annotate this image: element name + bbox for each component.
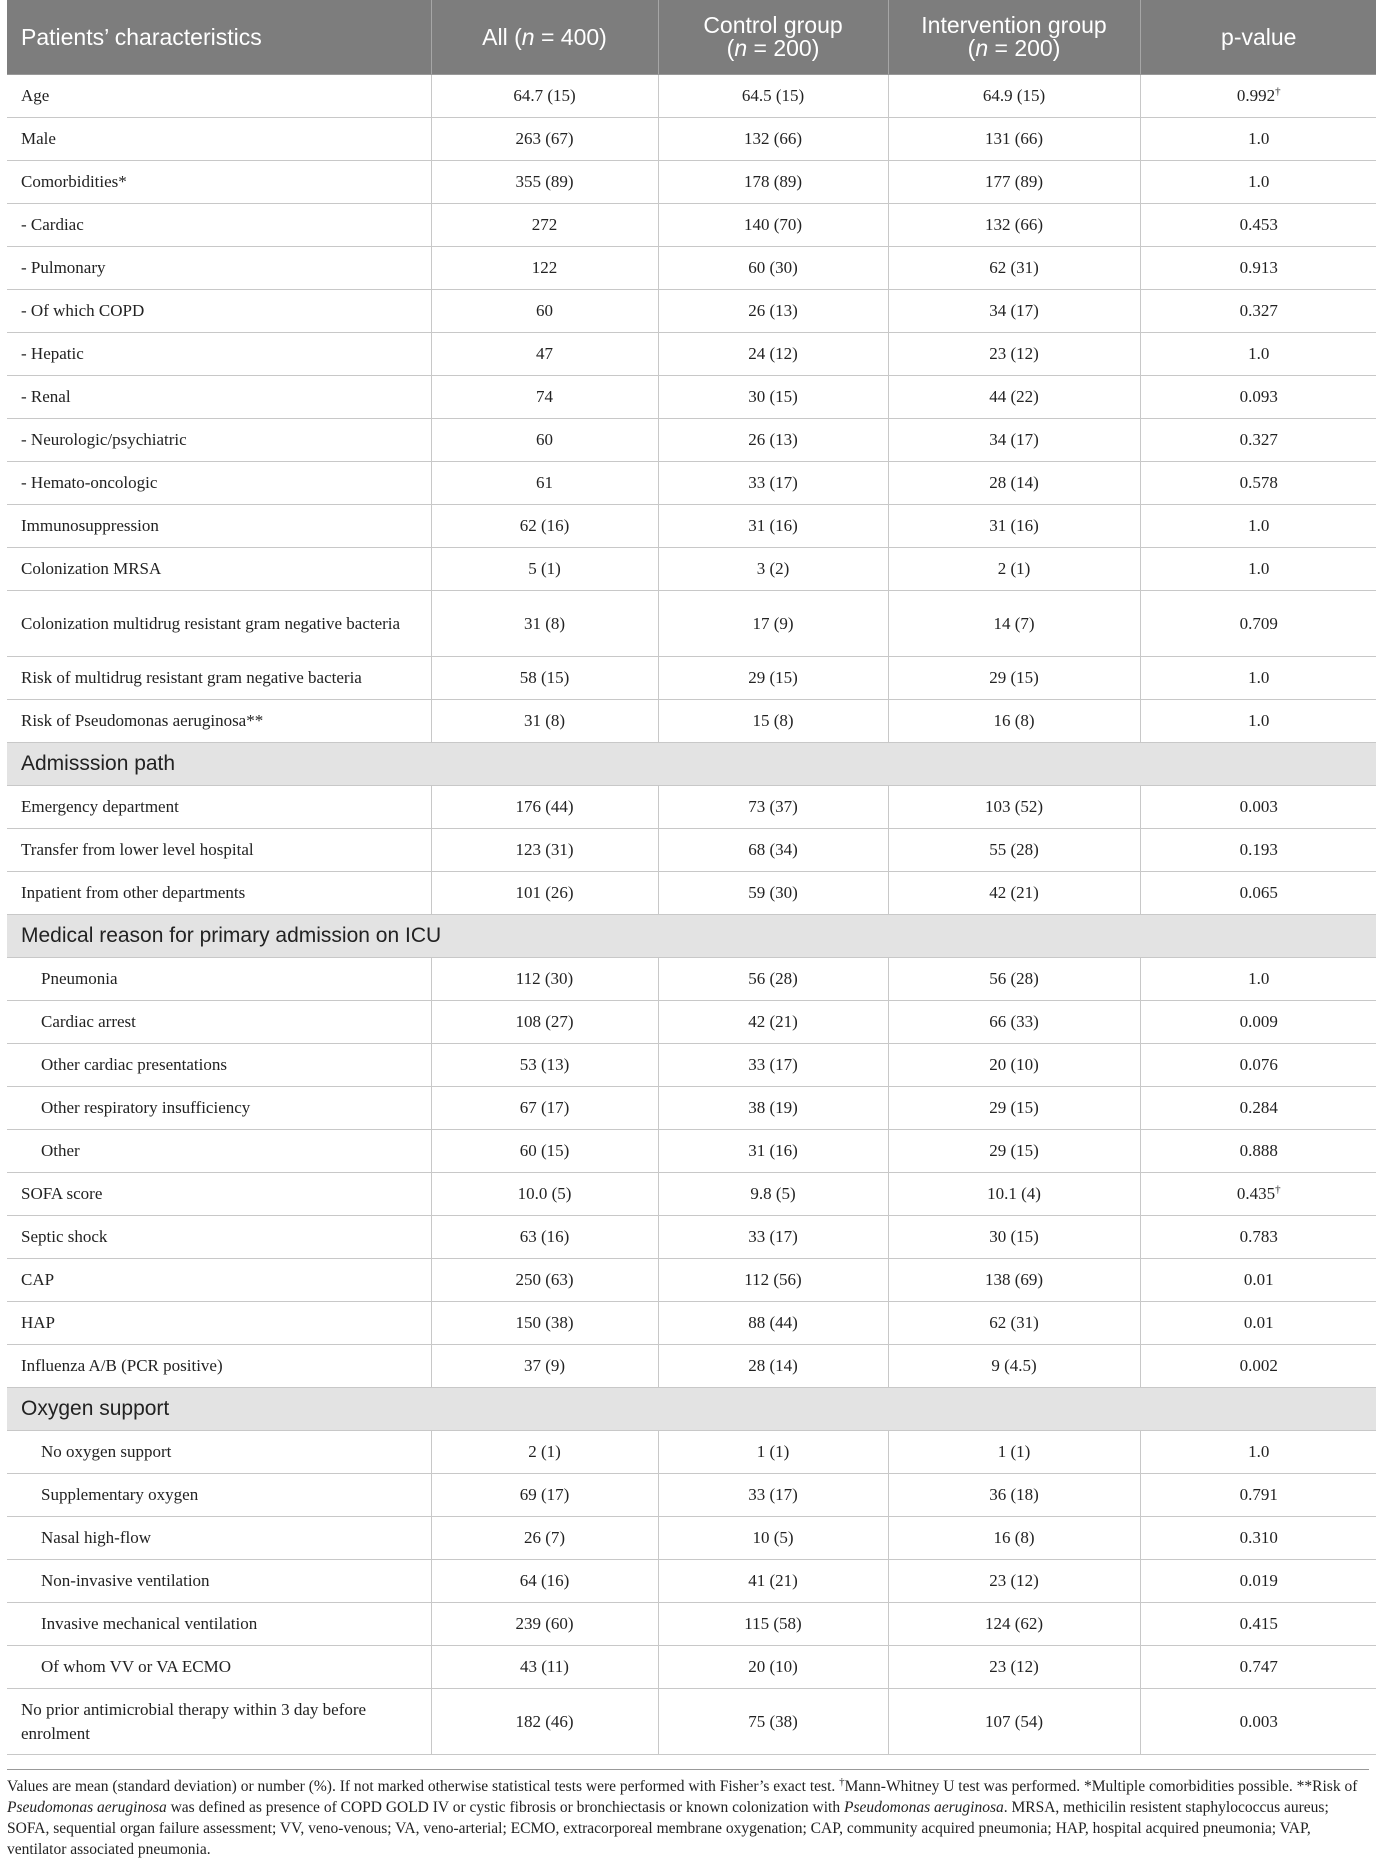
header-intervention-n: n xyxy=(975,35,989,61)
footnote-italic-1: Pseudomonas aeruginosa xyxy=(7,1799,167,1816)
cell-p-value: 1.0 xyxy=(1140,333,1376,376)
cell-p-value: 0.578 xyxy=(1140,462,1376,505)
table-row xyxy=(7,1517,1376,1560)
dagger-mark: † xyxy=(1275,1183,1281,1196)
cell-all: 37 (9) xyxy=(431,1345,658,1388)
cell-control: 73 (37) xyxy=(658,786,888,829)
cell-all: 355 (89) xyxy=(431,161,658,204)
table-row xyxy=(7,548,1376,591)
header-intervention-prefix: ( xyxy=(967,35,976,61)
table-row xyxy=(7,1001,1376,1044)
dagger-mark: † xyxy=(1275,85,1281,98)
row-label: Risk of Pseudomonas aeruginosa** xyxy=(7,700,431,743)
cell-control: 20 (10) xyxy=(658,1646,888,1689)
cell-p-value: 0.888 xyxy=(1140,1130,1376,1173)
header-control xyxy=(658,0,888,75)
table-row xyxy=(7,1044,1376,1087)
cell-all: 60 xyxy=(431,290,658,333)
cell-p-value: 1.0 xyxy=(1140,118,1376,161)
cell-intervention: 56 (28) xyxy=(888,958,1140,1001)
cell-intervention: 124 (62) xyxy=(888,1603,1140,1646)
cell-control: 30 (15) xyxy=(658,376,888,419)
cell-intervention: 66 (33) xyxy=(888,1001,1140,1044)
cell-p-value: 1.0 xyxy=(1140,1431,1376,1474)
cell-p-value: 1.0 xyxy=(1140,505,1376,548)
cell-p-value: 0.791 xyxy=(1140,1474,1376,1517)
header-intervention-title: Intervention group xyxy=(921,12,1107,38)
cell-all: 123 (31) xyxy=(431,829,658,872)
header-intervention xyxy=(888,0,1140,75)
cell-control: 26 (13) xyxy=(658,419,888,462)
table-row xyxy=(7,75,1376,118)
cell-intervention: 28 (14) xyxy=(888,462,1140,505)
row-label: Influenza A/B (PCR positive) xyxy=(7,1345,431,1388)
row-label: Cardiac arrest xyxy=(7,1001,431,1044)
row-label: Non-invasive ventilation xyxy=(7,1560,431,1603)
cell-p-value: 0.783 xyxy=(1140,1216,1376,1259)
patient-characteristics-table xyxy=(7,0,1376,1755)
cell-intervention: 20 (10) xyxy=(888,1044,1140,1087)
row-label: Invasive mechanical ventilation xyxy=(7,1603,431,1646)
cell-all: 62 (16) xyxy=(431,505,658,548)
section-header-row xyxy=(7,915,1376,958)
cell-p-value: 1.0 xyxy=(1140,700,1376,743)
table-row xyxy=(7,419,1376,462)
table-row xyxy=(7,700,1376,743)
row-label: - Pulmonary xyxy=(7,247,431,290)
cell-p-value: 1.0 xyxy=(1140,657,1376,700)
cell-intervention: 138 (69) xyxy=(888,1259,1140,1302)
cell-control: 33 (17) xyxy=(658,1216,888,1259)
cell-p-value: 0.093 xyxy=(1140,376,1376,419)
cell-p-value xyxy=(1140,1173,1376,1216)
table-row xyxy=(7,872,1376,915)
cell-all: 69 (17) xyxy=(431,1474,658,1517)
row-label: Age xyxy=(7,75,431,118)
cell-all: 74 xyxy=(431,376,658,419)
header-control-prefix: ( xyxy=(726,35,735,61)
footnote-text-1: Values are mean (standard deviation) or number (%). If not marked otherwise statistical tests were performed with Fisher’s exact test. xyxy=(7,1778,840,1795)
cell-control: 33 (17) xyxy=(658,462,888,505)
table-row xyxy=(7,462,1376,505)
cell-intervention: 34 (17) xyxy=(888,419,1140,462)
cell-control: 33 (17) xyxy=(658,1474,888,1517)
row-label: Inpatient from other departments xyxy=(7,872,431,915)
cell-intervention: 177 (89) xyxy=(888,161,1140,204)
table-footnote xyxy=(7,1769,1369,1860)
cell-p-value: 0.003 xyxy=(1140,786,1376,829)
row-label: Nasal high-flow xyxy=(7,1517,431,1560)
cell-p-value: 0.709 xyxy=(1140,591,1376,657)
table-row xyxy=(7,657,1376,700)
cell-intervention: 23 (12) xyxy=(888,333,1140,376)
cell-all: 182 (46) xyxy=(431,1689,658,1755)
cell-all: 263 (67) xyxy=(431,118,658,161)
cell-control: 3 (2) xyxy=(658,548,888,591)
cell-p-value: 0.01 xyxy=(1140,1259,1376,1302)
cell-control: 42 (21) xyxy=(658,1001,888,1044)
cell-all: 67 (17) xyxy=(431,1087,658,1130)
cell-all: 122 xyxy=(431,247,658,290)
table-row xyxy=(7,786,1376,829)
table-row xyxy=(7,118,1376,161)
cell-p-value: 0.193 xyxy=(1140,829,1376,872)
table-row xyxy=(7,1689,1376,1755)
row-label: Immunosuppression xyxy=(7,505,431,548)
p-value-text: 0.992 xyxy=(1236,86,1276,105)
table-row xyxy=(7,1646,1376,1689)
cell-control: 9.8 (5) xyxy=(658,1173,888,1216)
cell-control: 60 (30) xyxy=(658,247,888,290)
footnote-text-3: was defined as presence of COPD GOLD IV or cystic fibrosis or bronchiectasis or known colonization with xyxy=(166,1799,844,1816)
row-label: Of whom VV or VA ECMO xyxy=(7,1646,431,1689)
cell-intervention: 14 (7) xyxy=(888,591,1140,657)
table-row xyxy=(7,505,1376,548)
table-row xyxy=(7,1560,1376,1603)
section-title: Medical reason for primary admission on ICU xyxy=(7,915,1376,958)
cell-control: 31 (16) xyxy=(658,505,888,548)
cell-all: 2 (1) xyxy=(431,1431,658,1474)
cell-control: 10 (5) xyxy=(658,1517,888,1560)
row-label: No prior antimicrobial therapy within 3 day before enrolment xyxy=(7,1689,431,1755)
row-label: Male xyxy=(7,118,431,161)
header-control-n: n xyxy=(734,35,748,61)
cell-intervention: 29 (15) xyxy=(888,1087,1140,1130)
cell-p-value: 0.327 xyxy=(1140,290,1376,333)
cell-intervention: 42 (21) xyxy=(888,872,1140,915)
cell-control: 68 (34) xyxy=(658,829,888,872)
section-title: Oxygen support xyxy=(7,1388,1376,1431)
table-row xyxy=(7,247,1376,290)
cell-p-value: 1.0 xyxy=(1140,161,1376,204)
table-row xyxy=(7,1173,1376,1216)
header-intervention-suffix: = 200) xyxy=(988,35,1061,61)
table-row xyxy=(7,161,1376,204)
characteristics-table-container xyxy=(7,0,1376,1755)
cell-p-value: 0.019 xyxy=(1140,1560,1376,1603)
row-label: Emergency department xyxy=(7,786,431,829)
footnote-text-4: . MRSA, methicilin resistent staphylococcus aureus; SOFA, sequential organ failure assessment; VV, veno-venous; VA, veno-arterial; ECMO, extracorporeal membrane oxygenation; CAP, community acquired pneumonia; HAP, hospital acquired pneumonia; VAP, ventilator associated pneumonia. xyxy=(7,1799,1329,1858)
cell-intervention: 64.9 (15) xyxy=(888,75,1140,118)
row-label: - Hemato-oncologic xyxy=(7,462,431,505)
cell-all: 108 (27) xyxy=(431,1001,658,1044)
cell-intervention: 23 (12) xyxy=(888,1646,1140,1689)
row-label: Septic shock xyxy=(7,1216,431,1259)
cell-control: 112 (56) xyxy=(658,1259,888,1302)
cell-intervention: 107 (54) xyxy=(888,1689,1140,1755)
cell-intervention: 31 (16) xyxy=(888,505,1140,548)
table-row xyxy=(7,376,1376,419)
cell-control: 28 (14) xyxy=(658,1345,888,1388)
cell-all: 5 (1) xyxy=(431,548,658,591)
cell-control: 64.5 (15) xyxy=(658,75,888,118)
cell-intervention: 62 (31) xyxy=(888,1302,1140,1345)
cell-control: 17 (9) xyxy=(658,591,888,657)
cell-control: 115 (58) xyxy=(658,1603,888,1646)
cell-p-value: 0.003 xyxy=(1140,1689,1376,1755)
cell-p-value: 0.01 xyxy=(1140,1302,1376,1345)
cell-p-value: 0.310 xyxy=(1140,1517,1376,1560)
table-row xyxy=(7,204,1376,247)
cell-p-value: 0.065 xyxy=(1140,872,1376,915)
table-row xyxy=(7,1345,1376,1388)
row-label: No oxygen support xyxy=(7,1431,431,1474)
cell-p-value: 1.0 xyxy=(1140,548,1376,591)
table-row xyxy=(7,1431,1376,1474)
cell-intervention: 1 (1) xyxy=(888,1431,1140,1474)
cell-all: 250 (63) xyxy=(431,1259,658,1302)
table-row xyxy=(7,1474,1376,1517)
cell-p-value: 0.002 xyxy=(1140,1345,1376,1388)
header-all-prefix: All ( xyxy=(482,23,522,50)
header-characteristics: Patients’ characteristics xyxy=(7,0,431,75)
row-label: Supplementary oxygen xyxy=(7,1474,431,1517)
header-control-title: Control group xyxy=(703,12,843,38)
cell-p-value: 0.076 xyxy=(1140,1044,1376,1087)
row-label: Other respiratory insufficiency xyxy=(7,1087,431,1130)
cell-control: 29 (15) xyxy=(658,657,888,700)
cell-intervention: 9 (4.5) xyxy=(888,1345,1140,1388)
cell-all: 176 (44) xyxy=(431,786,658,829)
cell-control: 33 (17) xyxy=(658,1044,888,1087)
footnote-dagger: † xyxy=(839,1775,845,1788)
cell-intervention: 29 (15) xyxy=(888,1130,1140,1173)
cell-all: 31 (8) xyxy=(431,700,658,743)
table-row xyxy=(7,333,1376,376)
cell-intervention: 30 (15) xyxy=(888,1216,1140,1259)
row-label: Comorbidities* xyxy=(7,161,431,204)
cell-control: 31 (16) xyxy=(658,1130,888,1173)
cell-all: 47 xyxy=(431,333,658,376)
section-title: Admisssion path xyxy=(7,743,1376,786)
row-label: Other xyxy=(7,1130,431,1173)
cell-control: 38 (19) xyxy=(658,1087,888,1130)
table-row xyxy=(7,290,1376,333)
row-label: Risk of multidrug resistant gram negative bacteria xyxy=(7,657,431,700)
cell-p-value: 0.747 xyxy=(1140,1646,1376,1689)
cell-p-value: 0.327 xyxy=(1140,419,1376,462)
cell-all: 10.0 (5) xyxy=(431,1173,658,1216)
row-label: - Hepatic xyxy=(7,333,431,376)
cell-control: 140 (70) xyxy=(658,204,888,247)
cell-p-value: 0.009 xyxy=(1140,1001,1376,1044)
cell-intervention: 55 (28) xyxy=(888,829,1140,872)
cell-control: 88 (44) xyxy=(658,1302,888,1345)
cell-all: 272 xyxy=(431,204,658,247)
cell-intervention: 44 (22) xyxy=(888,376,1140,419)
table-row xyxy=(7,1130,1376,1173)
row-label: - Of which COPD xyxy=(7,290,431,333)
footnote-text-2: Mann-Whitney U test was performed. *Multiple comorbidities possible. **Risk of xyxy=(844,1778,1358,1795)
row-label: - Cardiac xyxy=(7,204,431,247)
table-body xyxy=(7,75,1376,1755)
cell-control: 24 (12) xyxy=(658,333,888,376)
row-label: Colonization MRSA xyxy=(7,548,431,591)
header-row xyxy=(7,0,1376,75)
table-row xyxy=(7,1087,1376,1130)
cell-intervention: 103 (52) xyxy=(888,786,1140,829)
header-all-suffix: = 400) xyxy=(534,23,607,50)
table-row xyxy=(7,1216,1376,1259)
cell-control: 59 (30) xyxy=(658,872,888,915)
cell-intervention: 62 (31) xyxy=(888,247,1140,290)
cell-all: 101 (26) xyxy=(431,872,658,915)
cell-all: 60 xyxy=(431,419,658,462)
row-label: Other cardiac presentations xyxy=(7,1044,431,1087)
cell-control: 75 (38) xyxy=(658,1689,888,1755)
cell-all: 63 (16) xyxy=(431,1216,658,1259)
header-p-value: p-value xyxy=(1140,0,1376,75)
cell-all: 64.7 (15) xyxy=(431,75,658,118)
table-header xyxy=(7,0,1376,75)
cell-intervention: 23 (12) xyxy=(888,1560,1140,1603)
cell-p-value: 0.415 xyxy=(1140,1603,1376,1646)
cell-all: 61 xyxy=(431,462,658,505)
cell-all: 53 (13) xyxy=(431,1044,658,1087)
cell-all: 58 (15) xyxy=(431,657,658,700)
row-label: - Neurologic/psychiatric xyxy=(7,419,431,462)
section-header-row xyxy=(7,743,1376,786)
cell-control: 41 (21) xyxy=(658,1560,888,1603)
cell-p-value: 0.453 xyxy=(1140,204,1376,247)
cell-intervention: 16 (8) xyxy=(888,700,1140,743)
cell-p-value: 0.284 xyxy=(1140,1087,1376,1130)
cell-p-value xyxy=(1140,75,1376,118)
table-row xyxy=(7,1302,1376,1345)
row-label: CAP xyxy=(7,1259,431,1302)
row-label: HAP xyxy=(7,1302,431,1345)
cell-control: 132 (66) xyxy=(658,118,888,161)
cell-all: 112 (30) xyxy=(431,958,658,1001)
cell-intervention: 29 (15) xyxy=(888,657,1140,700)
cell-all: 239 (60) xyxy=(431,1603,658,1646)
cell-intervention: 36 (18) xyxy=(888,1474,1140,1517)
cell-all: 43 (11) xyxy=(431,1646,658,1689)
cell-control: 1 (1) xyxy=(658,1431,888,1474)
row-label: Pneumonia xyxy=(7,958,431,1001)
table-row xyxy=(7,1259,1376,1302)
row-label: SOFA score xyxy=(7,1173,431,1216)
table-row xyxy=(7,958,1376,1001)
cell-control: 26 (13) xyxy=(658,290,888,333)
cell-all: 64 (16) xyxy=(431,1560,658,1603)
cell-all: 31 (8) xyxy=(431,591,658,657)
cell-all: 26 (7) xyxy=(431,1517,658,1560)
p-value-text: 0.435 xyxy=(1236,1184,1276,1203)
section-header-row xyxy=(7,1388,1376,1431)
cell-intervention: 131 (66) xyxy=(888,118,1140,161)
table-row xyxy=(7,591,1376,657)
cell-p-value: 0.913 xyxy=(1140,247,1376,290)
row-label: Transfer from lower level hospital xyxy=(7,829,431,872)
cell-intervention: 10.1 (4) xyxy=(888,1173,1140,1216)
table-row xyxy=(7,1603,1376,1646)
table-row xyxy=(7,829,1376,872)
cell-intervention: 16 (8) xyxy=(888,1517,1140,1560)
cell-control: 56 (28) xyxy=(658,958,888,1001)
cell-control: 178 (89) xyxy=(658,161,888,204)
row-label: Colonization multidrug resistant gram negative bacteria xyxy=(7,591,431,657)
cell-control: 15 (8) xyxy=(658,700,888,743)
header-all-n: n xyxy=(521,23,535,50)
row-label: - Renal xyxy=(7,376,431,419)
cell-intervention: 132 (66) xyxy=(888,204,1140,247)
cell-all: 60 (15) xyxy=(431,1130,658,1173)
cell-intervention: 34 (17) xyxy=(888,290,1140,333)
cell-all: 150 (38) xyxy=(431,1302,658,1345)
header-control-suffix: = 200) xyxy=(747,35,820,61)
cell-p-value: 1.0 xyxy=(1140,958,1376,1001)
cell-intervention: 2 (1) xyxy=(888,548,1140,591)
header-all xyxy=(431,0,658,75)
footnote-italic-2: Pseudomonas aeruginosa xyxy=(844,1799,1004,1816)
